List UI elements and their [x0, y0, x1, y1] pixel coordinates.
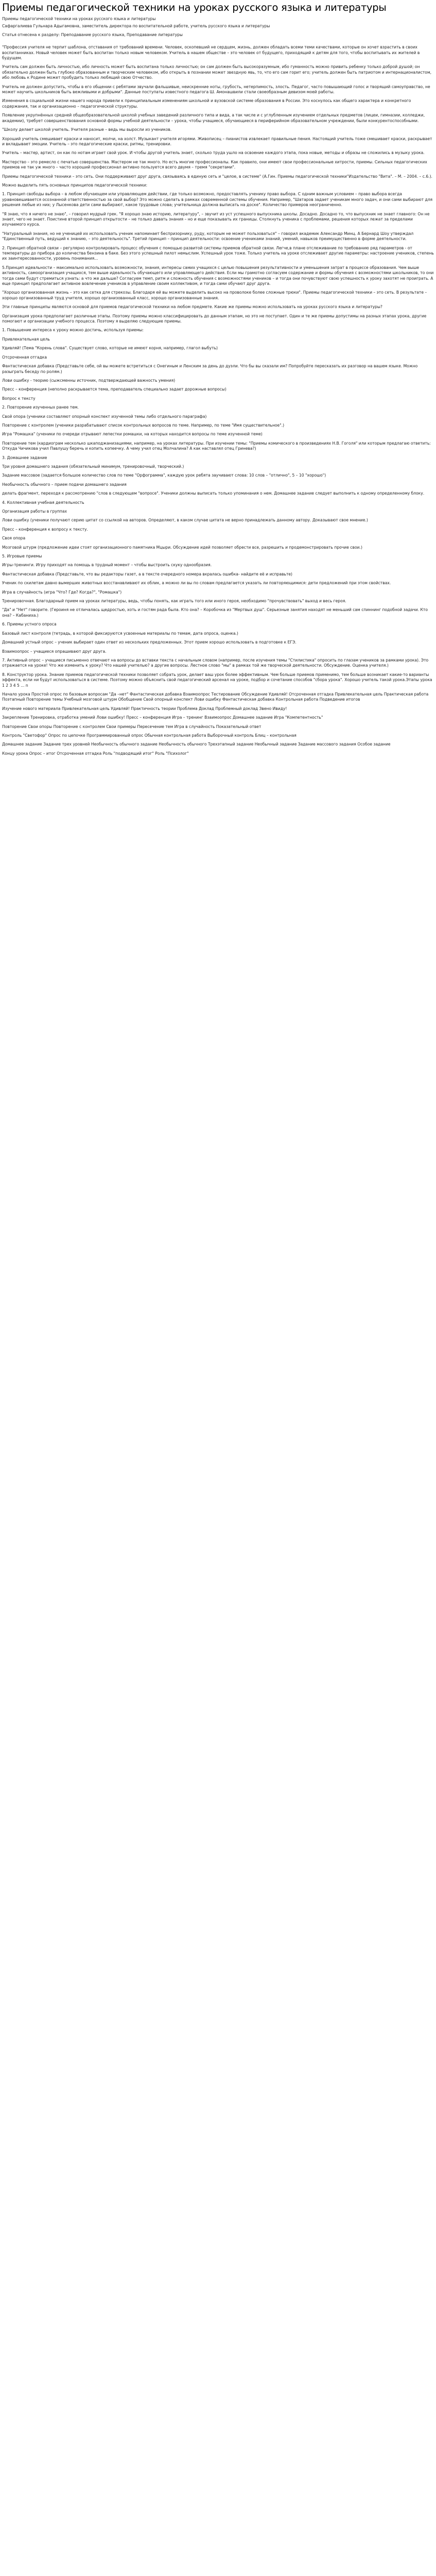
- paragraph: 2. Принцип обратной связи – регулярно контролировать процесс обучения с помощью развитой системы приемов обратной связи. Легче,в плане отслеживание по требованию ряд параметров - от температуры до прибора до количества бензина в баке. Без этого успешный пилот немыслим. Успешный урок тоже. Только учитель на уроке отслеживает другие параметры: настроение учеников, степень их заинтересованности, уровень понимания...: [2, 245, 434, 261]
- paragraph: "Школу делает школой учитель. Учителя разные – ведь мы выросли из учеников.: [2, 127, 172, 132]
- paragraph: "Да" и "Нет" говорите. (Героиня не отличалась щедростью, хоть и гостям рада была. Кто она? – Коробочка из "Мертвых душ". Серьезные занятия находят не меньший сам спиннинг подобной задачи. Кто она? – Кабаниха.): [2, 607, 428, 618]
- paragraph: Привлекательная цель: [2, 336, 50, 342]
- paragraph: Контроль "Светофор" Опрос по цепочке Программированный опрос Обычная контрольная работа Выборочный контроль Блиц – контрольная: [2, 733, 297, 738]
- paragraph: Концу урока Опрос – итог Отсроченная отгадка Роль "подводящий итог" Роль "Психолог": [2, 751, 189, 756]
- paragraph: "Натуральный знания, но не ученицей их использовать ученик напоминает беспризорнику, руду, которым не может пользоваться" – говорил академик Александр Минц. А Бернард Шоу утверждал "Единственный путь, ведущий к знанию, – это деятельность". Третий принцип – принцип деятельности: освоение учениками знаний, умений, навыков преимущественно в форме деятельности.: [2, 231, 414, 242]
- paragraph: 7. Активный опрос – учащиеся письменно отвечают на вопросы до вставки текста с начальным словом (например, после изучения темы "Стилистика" опросить по глазам учеников за рамками урока). Это отражается на уроке! Что же изменить к уроку? Что нашей учителью? а другие вопросы. Лестное слово "мы" в рамках той же творческой деятельности. Обсуждение. Оценка учителя.): [2, 657, 429, 668]
- paragraph: Игра "Ромашка" (ученики по очереди отрывают лепестки ромашки, на которых находится вопросы по теме изученной теме): [2, 432, 263, 437]
- paragraph: Можно выделить пять основных принципов педагогической техники:: [2, 182, 148, 188]
- paragraph: 5. Игровые приемы: [2, 554, 42, 559]
- paragraph: Тренировочная. Благодарный прием на уроках литературы, ведь, чтобы понять, как играть того или иного героя, необходимо "прочувствовать" выход и весь героя.: [2, 599, 346, 604]
- paragraph: Приемы педагогической техники – это сеть. Они поддерживают друг друга, связываясь в единую сеть и "целое, в системе" (А.Гин. Приемы педагогической техники"Издательство "Вита". – М. – 2004. – с.6.).: [2, 174, 432, 179]
- paragraph: 2. Повторение изученных ранее тем.: [2, 405, 79, 410]
- paragraph: Пресс – конференция к вопросу к тексту.: [2, 527, 88, 532]
- paragraph: 4. Коллективная учебная деятельность: [2, 500, 84, 505]
- paragraph: Свой опора (ученики составляют опорный конспект изученной темы либо отдельного параграфа): [2, 414, 207, 419]
- paragraph: Учитель сам должен быть личностью, ибо личность может быть воспитана только личностью; он сам должен быть высокоразумным, ибо гуманность можно привить ребенку только доброй душой; он обязательно должен быть глубоко образованным и творческим человеком, ибо открыть в познании может звездную явь, то, что его сам горит его; учитель должен быть патриотом и интернационалистом, ибо любовь к Родине может пробудить только любящий свою Отчество.: [2, 64, 432, 80]
- paragraph: 1. Повышение интереса к уроку можно достичь, используя приемы:: [2, 328, 144, 333]
- paragraph: Домашнее задание Задание трех уровней Необычность обычного задание Необычность обычного Трехэтапный задание Необычный задание Задание массового задания Особое задание: [2, 742, 391, 747]
- paragraph: Учитель не должен допустить, чтобы в его общении с ребятами звучали фальшивые, неискренние ноты, грубость, нетерпимость, злость. Педагог, часто повышающий голос и творящий самоуправство, не может научить школьников быть вежливыми и добрыми". Данные поступаты известного педагога Ш. Амонашвили стали своеобразным девизом моей работы.: [2, 84, 430, 95]
- paragraph: Фантастическая добавка (Представьте, что вы редакторы газет, а в тексте очередного номера вкралась ошибка- найдите её и исправьте): [2, 571, 293, 577]
- paragraph: Лови ошибку - теорию (сыжсменны источник, подтверждающей важность умения): [2, 378, 176, 383]
- paragraph: Статья отнесена к разделу: Преподавание русского языка, Преподавание литературы: [2, 32, 183, 37]
- paragraph: Необычность обычного – прием подачи домашнего задания: [2, 482, 127, 487]
- paragraph: Учитель – мастер, артист, он как по нотам играет свой урок. И чтобы другой учитель знает, сколько труда ушло на освоение каждого этапа, пока новые, методы и образы не сложились в музыку урока.: [2, 150, 425, 156]
- paragraph: Своя опора: [2, 536, 26, 541]
- paragraph: Организация урока предполагает различные этапы. Поэтому приемы можно классифицировать до данным этапам, но это не поступает. Один и те же приемы допустимы на разных этапах урока, другие помогают и организации учебного процесса. Поэтому я выделяю следующие приемы.: [2, 313, 427, 324]
- paragraph: Базовый лист контроля (тетрадь, в которой фиксируются усвоенные материалы по темам, дата опроса, оценка.): [2, 631, 238, 636]
- paragraph: Начало урока Простой опрос по базовым вопросам "Да –нет" Фантастическая добавка Взаимоопрос Тестирование Обсуждение Удивляй! Отсроченная отгадка Привлекательная цель Практическая работа Поэтапный Повторение темы Учебный мозговой штурм Обобщение Свой опорный конспект Лови ошибку Фантастическая добавка Контрольная работа Подведение итогов: [2, 691, 429, 702]
- paragraph: делать фрагмент, переходя к рассмотрению "слов в следующем "вопросе". Ученики должны выписать только упоминания о нем. Домашнее задание следует выполнить к одному определенному блоку.: [2, 491, 425, 496]
- paragraph: Вопрос к тексту: [2, 396, 36, 401]
- paragraph: 6. Приемы устного опроса: [2, 622, 57, 627]
- paragraph: 5.Принцип идеальности – максимально использовать возможности, знания, интересы самих учащихся с целью повышения результативности и уменьшения затрат в процессе образования. Чем выше активность, самоорганизация учащихся, тем выше идеальность обучающего или управляющего действия. Если мы грамотно согласуем содержание и формы обучения с возможностями школьников, то они тогда сами будут стремиться узнать: а что же дальше? Согласуем темп, ритм и сложность обучения с возможностями учеников – и тогда они почувствуют свою успешность к уроку захотят не проиграть. А еще принцип предполагает активное вовлечение учеников в управление своим коллективом, и тогда сами обучают друг друга.: [2, 265, 434, 286]
- paragraph: Лови ошибку (ученики получают серию цитат со ссылкой на авторов. Определяют, в каком случае цитата не верно принадлежать данному автору. Доказывают свое мнение.): [2, 518, 368, 523]
- paragraph: Мастерство – это ремесло с печатью совершенства. Мастером не так много. Но есть многие профессионалы. Как правило, они имеют свои профессиональные хитрости, приемы. Сильных педагогических приемов не так уж много – часто хороший профессионал активно пользуется всего двумя – тремя "секретами".: [2, 159, 427, 170]
- paragraph: Появление укрупнённых средней общеобразовательной школой учебных заведений различного типа и вида, а так числе и с углубленным изучением отдельных предметов (лицеи, гимназии, колледжи, академии), требует совершенствования основной формы учебной деятельности – урока, чтобы учащиеся, обучающиеся в периферийном образовательном учреждении, были конкурентоспособными.: [2, 113, 425, 123]
- paragraph: Повторение с контролем (ученики разрабатывают список контрольных вопросов по теме. Например, по теме "Имя существительное".): [2, 422, 285, 428]
- paragraph: Фантастическая добавка (Представьте себе, ой вы можете встретиться с Онегиным и Ленским за день до дуэли. Что бы вы сказали им? Попробуйте пересказать их разговор на вашем языке. Можно разыграть беседу по ролям.): [2, 364, 418, 374]
- paragraph: "Я знаю, что я ничего не знаю", – говорил мудрый грек. "Я хорошо знаю историю, литературу", – звучит из уст успешного выпускника школы. Досадно. Досадно то, что выпускник не знает главного: Он не знает, чего не знает. Поистине второй принцип открытости – не только давать знания – но и еще показывать их границы. Столкнуть ученика с проблемами, решения которых лежат за пределами изучаемого курса.: [2, 211, 430, 227]
- paragraph: 8. Конструктор урока. Знание приемов педагогической техники позволяет собрать урок, делает ваш урок более эффективным. Чем больше приемов применимо, тем больше возникает какие-то варианты эффекта, если ни будут использоваться в системе. Поэтому можно объяснить свой педагогический арсенал на уроке, подбор и сочетание способов "сбора урока". Хорошо учитель такой урока.Этапы урока 1 2 3 4 5 ... n: [2, 672, 432, 688]
- paragraph: Эти главные принципы являются основой для приемов педагогической техники на любом предмете. Какие же приемы можно использовать на уроках русского языка и литературы?: [2, 304, 382, 310]
- article-body: [2, 16, 434, 756]
- paragraph: Отсроченная отгадка: [2, 354, 47, 360]
- paragraph: Пресс – конференция (неполно раскрывается тема, преподаватель специально задает дорожные вопросы): [2, 387, 226, 392]
- paragraph: Мозговой штурм (предложение идеи стоят организационного памятника Мцыри. Обсуждение идей позволяет обрести все, разрешить и продемонстрировать прочие свои.): [2, 545, 362, 550]
- paragraph: Изучение нового материала Привлекательная цель Удивляй! Практичность теории Проблема Доклад Проблемный доклад Звено Ивиду!: [2, 706, 287, 711]
- paragraph: Сафаргалиева Гульнара Адыгамовна, заместитель директора по воспитательной работе, учитель русского языка и литературы: [2, 24, 270, 29]
- paragraph: "Хорошо организованная жизнь – это как сетка для стрекозы. Благодаря ей вы можете выделить высоко на проволоке более сложные трюки". Приемы педагогической техники – это сеть. В результате – хорошо организованный труд учителя, хорошо организованный класс, хорошо организованные знания.: [2, 290, 427, 300]
- article-title: Приемы педагогической техники на уроках русского языка и литературы: [2, 2, 387, 13]
- paragraph: Закрепление Тренировка, отработка умений Лови ошибку! Пресс – конференция Игра – тренинг Взаимоопрос Домашнее задание Игра "Компетентность": [2, 715, 323, 720]
- paragraph: Организация работы в группах: [2, 509, 67, 514]
- paragraph: Игры-тренинги. Игру приходят на помощь в трудный момент – чтобы выстроить скуку однообразия.: [2, 563, 212, 568]
- paragraph: Домашний устный опрос – ученик выбирает один ответ из нескольких предложенных. Этот прием хорошо использовать в подготовке к ЕГЭ.: [2, 640, 297, 645]
- paragraph: 1. Принцип свободы выбора – в любом обучающем или управляющем действии, где только возможно, предоставлять ученику право выбора. С одним важным условием – право выбора всегда уравновешивается осознанной ответственностью за свой выбор? Это можно сделать в рамках современной системы обучения. Например, "Шатаров задает ученикам много задач, и они сами выбирают для решения любые из них; у Лысенкова дети сами выбирают, какое трудовые слова; учительница должна выписать на доске". Количество примеров неограниченно.: [2, 192, 433, 208]
- paragraph: Три уровня домашнего задания (обязательный минимум, тренировочный, творческий.): [2, 464, 184, 469]
- paragraph: 3. Домашнее задание: [2, 455, 47, 460]
- paragraph: Ученик по скилетам давно вымерших животных восстанавливают их облик, а можно ли вы по словам предлагается указать ли повторяющимися: дети предложений при этом свойствах.: [2, 581, 391, 586]
- paragraph: Приемы педагогической техники на уроках русского языка и литературы: [2, 16, 156, 21]
- paragraph: Задание массовое (задается большое количество слов по теме "Орфограмма", каждую урок ребята заучивают слова: 10 слов – "отлично", 5 – 10 "хорошо"): [2, 473, 326, 478]
- paragraph: Повторение тем (кардиограм несколько шкаподжанизациями, например, на уроках литературы. При изучении темы: "Приемы комического в произведениях Н.В. Гоголя" или которым предлагаю ответить: Откуда Чичикова учил Павлушу беречь и копить копеечку. А чему учил отец Молчалина? А как наставлял отец Гринева?): [2, 440, 431, 451]
- paragraph: Хороший учитель смешивает краски и наносит, молчи, на холст. Музыкант учителя игорями. Живописец – пианистов извлекает правильные пения. Настоящий учитель тоже смешивает краски, раскрывает и вкладывает эмоции. Учитель – это педагогические краски, ритмы, тренировки.: [2, 136, 432, 146]
- paragraph: Игра в случайность (игра "Что? Где? Когда?", "Ромашка"): [2, 589, 122, 595]
- article: [0, 0, 436, 756]
- paragraph: Повторение Свои опоры Повторение с контролем Свои примеры Пересечение тем Игра в случайность Показательный ответ: [2, 724, 261, 729]
- paragraph: Изменения в социальной жизни нашего народа привели к принципиальным изменениям школьной и вузовской системе образования в России. Это коснулось как общего характера и конкретного содержания, так и организационно – педагогической структуры.: [2, 98, 411, 109]
- paragraph: Взаимоопрос – учащиеся опрашивают друг друга.: [2, 649, 107, 654]
- paragraph: "Профессия учителя не терпит шаблона, отставания от требований времени. Человек, оскопевший не сердцем, жизнь, должен обладать всеми теми качествами, которые он хочет взрастить в своих воспитанниках. Новый человек может быть воспитан только новым человеком. Учитель в нашем обществе – это человек от будущего, приходящий к детям для того, чтобы воспитывать их жителей в будущем.: [2, 45, 420, 61]
- paragraph: Удивляй! (Тема "Корень слова". Существует слово, которые не имеют корня, например, глагол выбуть): [2, 346, 218, 351]
